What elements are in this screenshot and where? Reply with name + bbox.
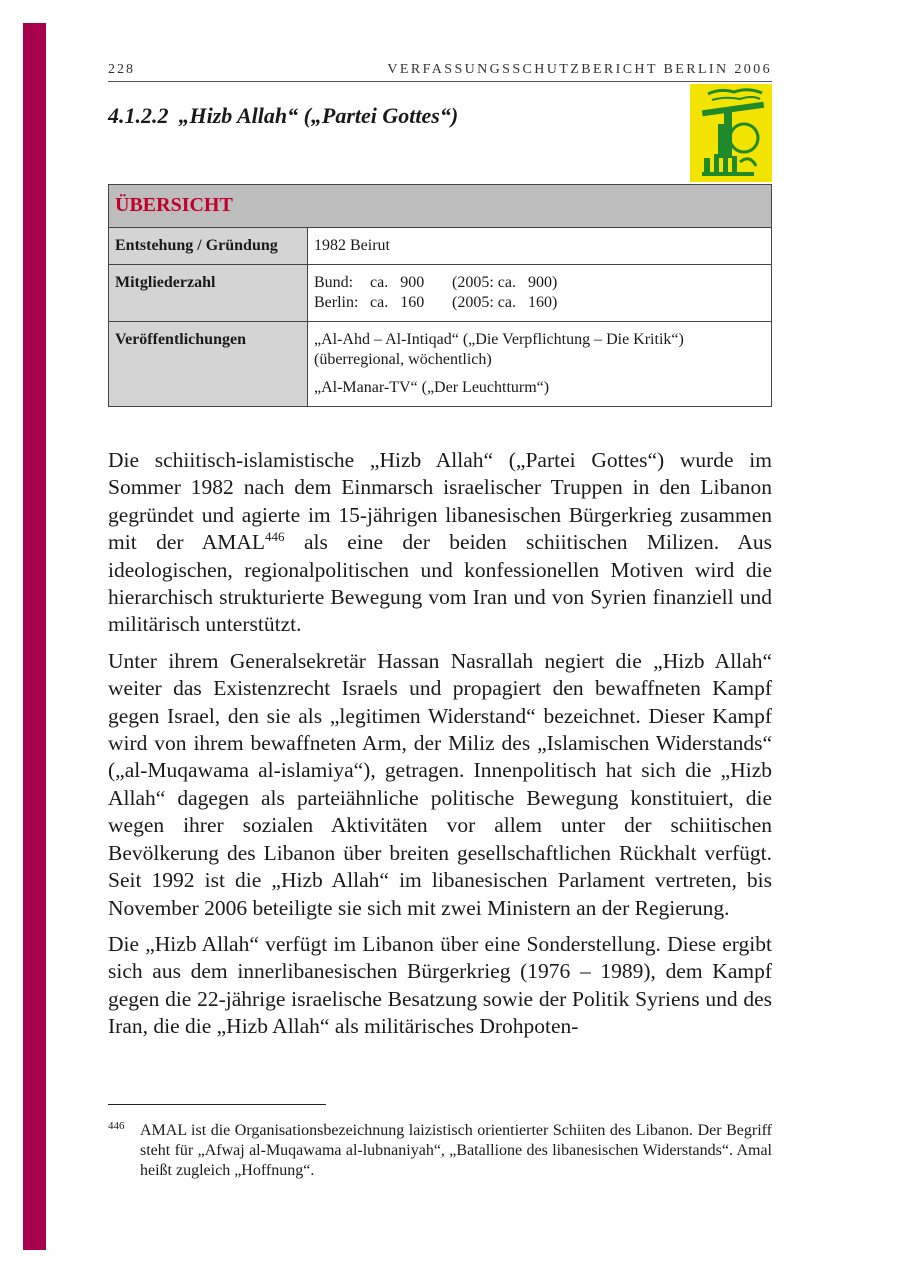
paragraph: Unter ihrem Generalsekretär Hassan Nasrallah negiert die „Hizb Allah“ weiter das Existenzrecht Israels und propagiert den bewaffneten Kampf gegen Israel, den sie als „legitimen Widerstand“ bezeichnet. Dieser Kampf wird von ihrem bewaffneten Arm, der Miliz des „Islamischen Widerstands“ („al-Muqawama al-islamiya“), getragen. Innenpolitisch hat sich die „Hizb Allah“ dagegen als parteiähnliche politische Bewegung konstituiert, die wegen ihrer sozialen Aktivitäten vor allem unter der schiitischen Bevölkerung des Libanon über breiten gesellschaftlichen Rückhalt verfügt. Seit 1992 ist die „Hizb Allah“ im libanesischen Parlament vertreten, bis November 2006 beteiligte sie sich mit zwei Ministern an der Regierung. — [108, 648, 772, 920]
members-current: ca. 160 — [370, 294, 425, 311]
publication-item: „Al-Manar-TV“ („Der Leuchtturm“) — [314, 379, 550, 396]
footnote-text: AMAL ist die Organisationsbezeichnung laizistisch orientierter Schiiten des Libanon. Der Begriff steht für „Afwaj al-Muqawama al-lubnaniyah“, „Batallione des libanesischen Widerstands“. Amal heißt zugleich „Hoffnung“. — [140, 1122, 772, 1179]
section-number: 4.1.2.2 — [108, 103, 169, 128]
publication-note: (überregional, wöchentlich) — [314, 351, 492, 368]
members-label: Mitgliederzahl — [109, 265, 308, 322]
overview-title: ÜBERSICHT — [109, 185, 772, 228]
members-location: Bund: — [314, 274, 354, 291]
paragraph-text: Die schiitisch-islamistische „Hizb Allah“ („Partei Gottes“) wurde im Sommer 1982 nach dem Einmarsch israelischer Truppen in den Libanon gegründet und agierte im 15-jährigen libanesischen Bürgerkrieg zusammen mit der AMAL — [108, 448, 772, 555]
running-header — [108, 62, 772, 82]
page-number: 228 — [108, 62, 135, 77]
members-current: ca. 900 — [370, 274, 425, 291]
running-title: VERFASSUNGSSCHUTZBERICHT BERLIN 2006 — [387, 62, 772, 77]
publications-values — [308, 322, 772, 407]
paragraph — [108, 447, 772, 639]
members-values — [308, 265, 772, 322]
members-location: Berlin: — [314, 294, 359, 311]
members-previous: (2005: ca. 900) — [452, 274, 558, 291]
publications-label: Veröffentlichungen — [109, 322, 308, 407]
overview-title-row — [109, 185, 772, 228]
overview-table — [108, 184, 772, 407]
footnote — [108, 1121, 772, 1181]
members-previous: (2005: ca. 160) — [452, 294, 558, 311]
section-heading — [108, 103, 458, 129]
founding-value: 1982 Beirut — [308, 228, 772, 265]
footnote-divider — [108, 1104, 326, 1105]
paragraph-text: als eine der beiden schiitischen Milizen. Aus ideologischen, regionalpolitischen und konfessionellen Motiven wird die hierarchisch strukturierte Bewegung vom Iran und von Syrien finanziell und militärisch unterstützt. — [108, 530, 772, 637]
founding-row — [109, 228, 772, 265]
publications-row — [109, 322, 772, 407]
members-line — [314, 273, 765, 293]
footnote-number: 446 — [108, 1120, 125, 1132]
members-row — [109, 265, 772, 322]
side-color-bar — [23, 23, 46, 1250]
members-line — [314, 293, 765, 313]
footnote-reference[interactable]: 446 — [265, 529, 285, 545]
founding-label: Entstehung / Gründung — [109, 228, 308, 265]
hizb-allah-emblem-icon — [690, 84, 772, 182]
publication-item: „Al-Ahd – Al-Intiqad“ („Die Verpflichtung – Die Kritik“) — [314, 331, 684, 348]
section-title: „Hizb Allah“ („Partei Gottes“) — [178, 103, 459, 128]
body-text — [108, 447, 772, 1050]
paragraph: Die „Hizb Allah“ verfügt im Libanon über eine Sonderstellung. Diese ergibt sich aus dem innerlibanesischen Bürgerkrieg (1976 – 1989), dem Kampf gegen die 22-jährige israelische Besatzung sowie der Politik Syriens und des Iran, die die „Hizb Allah“ als militärisches Drohpoten- — [108, 931, 772, 1039]
